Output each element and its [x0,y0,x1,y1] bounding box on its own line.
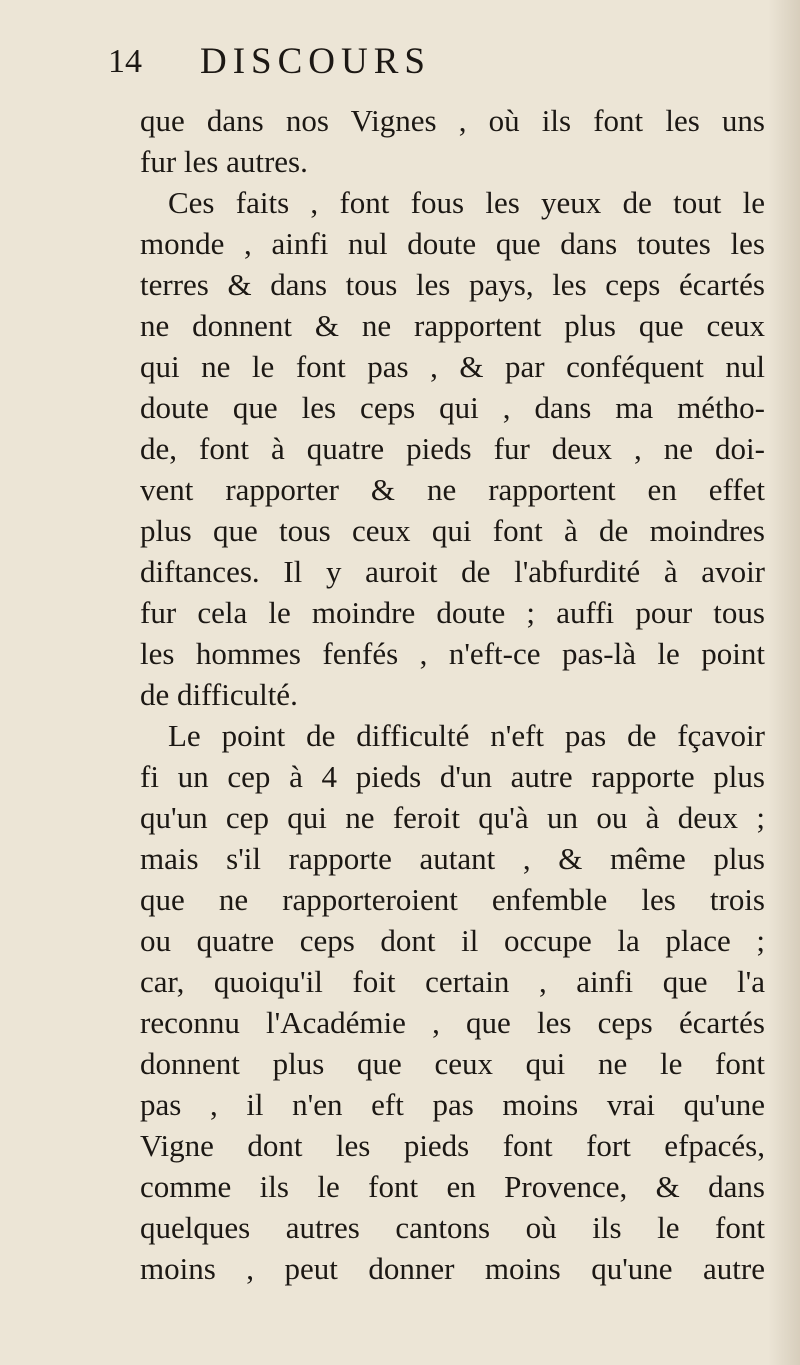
page-number: 14 [108,43,142,80]
text-line: qui ne le font pas , & par conféquent nul [140,349,765,384]
text-line: de difficulté. [140,677,298,712]
text-line: mais s'il rapporte autant , & même plus [140,841,765,876]
text-line: Vigne dont les pieds font fort efpacés, [140,1128,765,1163]
text-line: fi un cep à 4 pieds d'un autre rapporte plus [140,759,765,794]
text-line: comme ils le font en Provence, & dans [140,1169,765,1204]
text-line: diftances. Il y auroit de l'abfurdité à avoir [140,554,765,589]
text-line: terres & dans tous les pays, les ceps écartés [140,267,765,302]
text-line: doute que les ceps qui , dans ma métho- [140,390,765,425]
text-line: fur cela le moindre doute ; auffi pour tous [140,595,765,630]
text-line: les hommes fenfés , n'eft-ce pas-là le point [140,636,765,671]
text-line: monde , ainfi nul doute que dans toutes les [140,226,765,261]
text-line: car, quoiqu'il foit certain , ainfi que l'a [140,964,765,999]
text-line: que ne rapporteroient enfemble les trois [140,882,765,917]
text-line: ne donnent & ne rapportent plus que ceux [140,308,765,343]
running-title: DISCOURS [200,41,431,82]
text-line: que dans nos Vignes , où ils font les uns [140,103,765,138]
text-line: Ces faits , font fous les yeux de tout le [168,185,765,220]
text-line: vent rapporter & ne rapportent en effet [140,472,765,507]
text-line: pas , il n'en eft pas moins vrai qu'une [140,1087,765,1122]
body-text [140,100,765,1289]
text-line: quelques autres cantons où ils le font [140,1210,765,1245]
text-line: donnent plus que ceux qui ne le font [140,1046,765,1081]
text-line: qu'un cep qui ne feroit qu'à un ou à deux ; [140,800,765,835]
text-line: ou quatre ceps dont il occupe la place ; [140,923,765,958]
text-line: fur les autres. [140,144,308,179]
text-line: plus que tous ceux qui font à de moindres [140,513,765,548]
page-header [108,38,728,88]
text-line: reconnu l'Académie , que les ceps écartés [140,1005,765,1040]
text-line: moins , peut donner moins qu'une autre [140,1251,765,1286]
text-line: Le point de difficulté n'eft pas de fçavoir [168,718,765,753]
text-line: de, font à quatre pieds fur deux , ne doi- [140,431,765,466]
